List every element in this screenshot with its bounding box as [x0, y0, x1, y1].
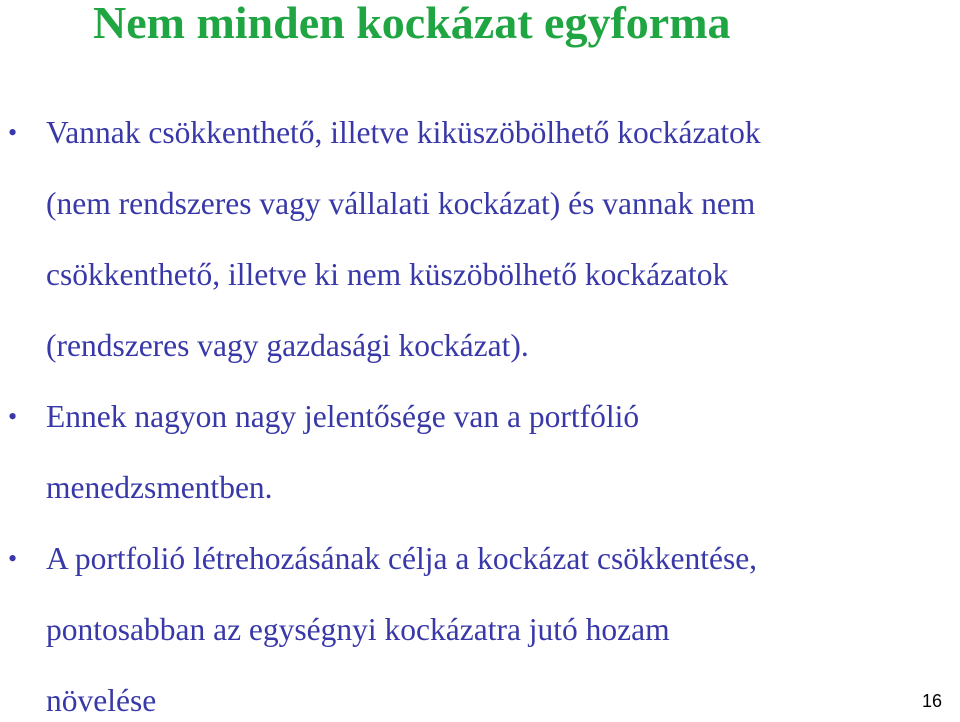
bullet-text-line: pontosabban az egységnyi kockázatra jutó hozam: [46, 612, 670, 647]
bullet-text-line: (nem rendszeres vagy vállalati kockázat) és vannak nem: [46, 186, 756, 221]
bullet-text-line: A portfolió létrehozásának célja a kockázat csökkentése,: [46, 541, 758, 576]
bullet-text-line: növelése: [46, 683, 157, 718]
bullet-item-3: [0, 523, 960, 722]
slide-title: Nem minden kockázat egyforma: [93, 0, 731, 48]
page-number: 16: [922, 691, 943, 711]
bullet-list: [0, 97, 960, 722]
bullet-text-line: csökkenthető, illetve ki nem küszöbölhető kockázatok: [46, 257, 729, 292]
bullet-dot-icon: •: [8, 544, 18, 573]
bullet-text-line: menedzsmentben.: [46, 470, 273, 505]
bullet-text-line: (rendszeres vagy gazdasági kockázat).: [46, 328, 529, 363]
bullet-text-line: Ennek nagyon nagy jelentősége van a portfólió: [46, 399, 640, 434]
bullet-item-2: [0, 381, 960, 523]
bullet-text-line: Vannak csökkenthető, illetve kiküszöbölhető kockázatok: [46, 115, 761, 150]
bullet-dot-icon: •: [8, 402, 18, 431]
bullet-item-1: [0, 97, 960, 381]
bullet-dot-icon: •: [8, 118, 18, 147]
